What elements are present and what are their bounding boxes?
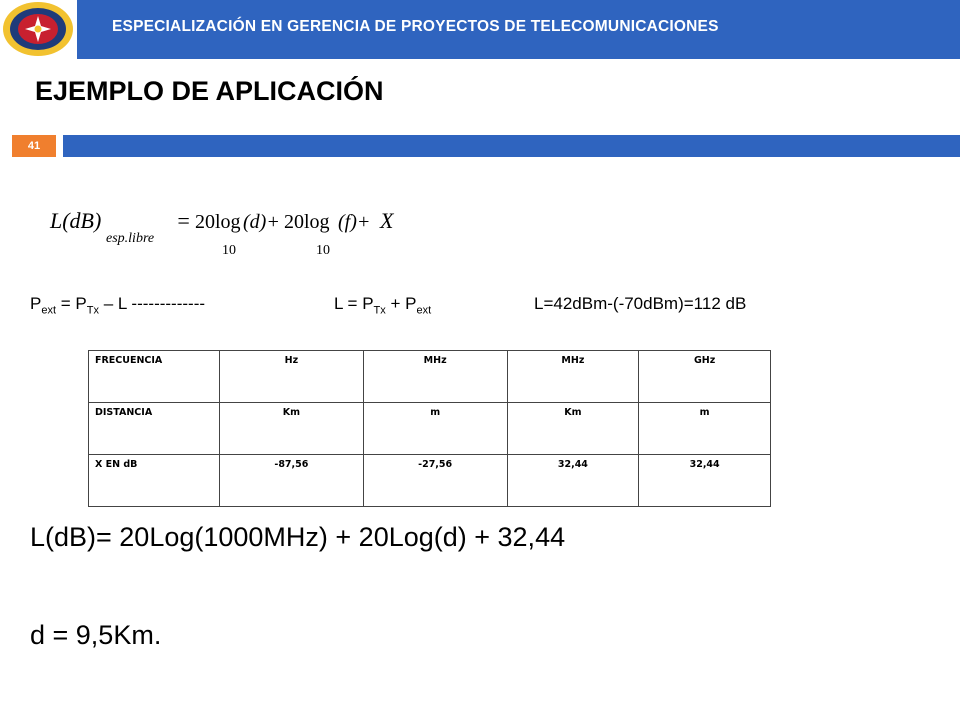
equation-loss-value: L=42dBm-(-70dBm)=112 dB [534, 294, 747, 313]
table-row [89, 351, 771, 403]
formula-term1-argument: (d)+ [243, 211, 280, 233]
table-cell: GHz [639, 351, 771, 403]
formula-term2: 20log [284, 211, 330, 233]
table-cell: Km [507, 403, 639, 455]
table-cell: 32,44 [639, 455, 771, 507]
equation-loss: $L = P_{Tx} + P_{ext}$ [334, 294, 432, 317]
formula-lhs-subscript: esp.libre [106, 231, 155, 246]
formula-term2-argument: (f)+ [338, 211, 371, 233]
table-cell: 32,44 [507, 455, 639, 507]
formula-term1: 20log [195, 211, 241, 233]
university-logo [0, 0, 77, 59]
table-cell: m [363, 403, 507, 455]
table-cell: Hz [220, 351, 364, 403]
table-cell: m [639, 403, 771, 455]
table-cell: DISTANCIA [89, 403, 220, 455]
table-row [89, 403, 771, 455]
table-cell: -87,56 [220, 455, 364, 507]
slide-title: EJEMPLO DE APLICACIÓN [35, 76, 384, 106]
free-space-loss-formula-image [48, 200, 398, 262]
table-cell: MHz [507, 351, 639, 403]
table-cell: X EN dB [89, 455, 220, 507]
table-cell: Km [220, 403, 364, 455]
x-constant-table [88, 350, 771, 507]
table-cell: -27,56 [363, 455, 507, 507]
formula-lhs: L(dB) [50, 208, 102, 233]
equation-pext: $P_{ext} = P_{Tx} - L$ ------------- [30, 294, 206, 317]
formula-equals: = [176, 208, 191, 233]
header-title: ESPECIALIZACIÓN EN GERENCIA DE PROYECTOS DE TELECOMUNICACIONES [112, 18, 719, 35]
page-number-badge: 41 [12, 135, 56, 157]
table-cell: MHz [363, 351, 507, 403]
table-row [89, 455, 771, 507]
formula-term2-subscript: 10 [316, 243, 330, 258]
table-cell: FRECUENCIA [89, 351, 220, 403]
formula-term1-subscript: 10 [222, 243, 236, 258]
divider-strip [63, 135, 960, 157]
result-equation: L(dB)= 20Log(1000MHz) + 20Log(d) + 32,44 [30, 522, 566, 552]
formula-x-term: X [380, 208, 394, 233]
result-distance: d = 9,5Km. [30, 620, 162, 650]
